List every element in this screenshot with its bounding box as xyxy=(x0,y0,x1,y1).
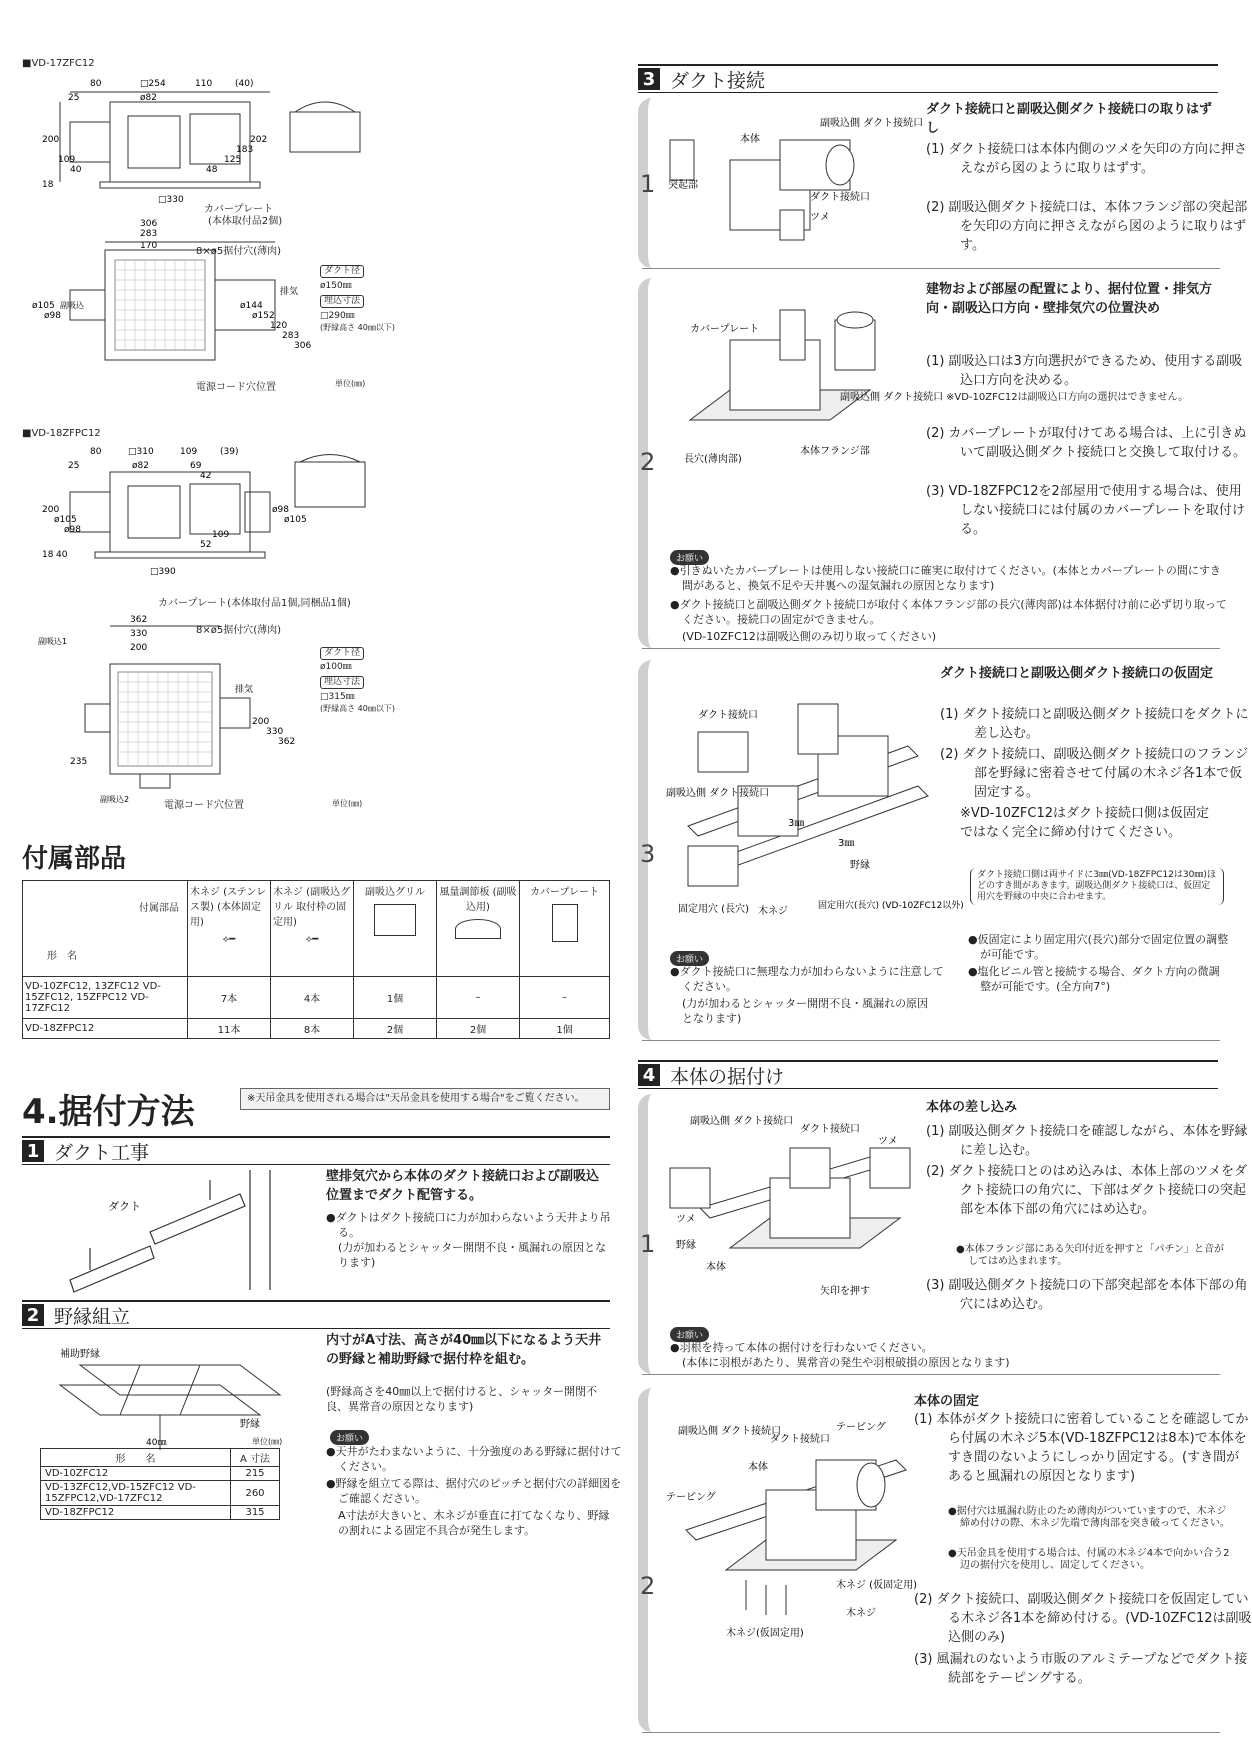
m2-dim-18: 18 xyxy=(42,550,54,560)
s3-step1-figure xyxy=(668,118,924,260)
acc-row2-model: VD-18ZFPC12 xyxy=(23,1019,188,1039)
m1-dim-80: 80 xyxy=(90,79,102,89)
s4-s2-item1-note2: ●天吊金具を使用する場合は、付属の木ネジ4本で向かい合う2辺の据付穴を使用し、固定してください。 xyxy=(948,1548,1230,1571)
m1-plan-105: ø105 xyxy=(32,301,55,311)
s3-s3-item1: (1) ダクト接続口と副吸込側ダクト接続口をダクトに差し込む。 xyxy=(940,707,1249,741)
acc-col-coverplate-label: カバープレート xyxy=(529,887,600,898)
s3-s2-item1-note: ※VD-10ZFC12は副吸込口方向の選択はできません。 xyxy=(946,392,1189,403)
s4-s1-fig-tab2: ツメ xyxy=(676,1214,696,1225)
s2-r2-a: 260 xyxy=(231,1481,280,1506)
s2-fig-joist: 野縁 xyxy=(240,1419,260,1430)
s3-s3-onegai: お願い xyxy=(670,951,709,966)
s4-num: 4 xyxy=(638,1064,660,1086)
s3-s1-item2: (2) 副吸込側ダクト接続口は、本体フランジ部の突起部を矢印の方向に押さえながら図のように取りはずす。 xyxy=(926,200,1248,253)
s2-unit: 単位(㎜) xyxy=(252,1437,283,1446)
m2-dim-80: 80 xyxy=(90,447,102,457)
m1-plan-98: ø98 xyxy=(44,311,61,321)
m1-dim-330: □330 xyxy=(158,195,184,205)
s3-s3-fig-joist: 野縁 xyxy=(850,860,870,871)
coverplate-icon xyxy=(552,904,578,942)
m2-cord: 電源コード穴位置 xyxy=(164,800,244,811)
m2-plan-330: 330 xyxy=(130,629,148,639)
s3-s3-fig-slot2: 固定用穴(長穴) (VD-10ZFC12以外) xyxy=(818,901,964,911)
model1-front-drawing xyxy=(40,72,380,212)
m1-dim-25: 25 xyxy=(68,93,80,103)
s3-step3-figure xyxy=(666,696,964,936)
s4-s2-fig-screw-temp: 木ネジ (仮固定用) xyxy=(836,1580,917,1591)
s3-step2-num: 2 xyxy=(640,448,656,476)
accessories-title: 付属部品 xyxy=(22,844,127,874)
s3-s2-note1: ●引きぬいたカバープレートは使用しない接続口に確実に取付けてください。(本体とカバープレートの間にすき間があると、換気不足や天井裏への湿気漏れの原因となります) xyxy=(670,564,1221,592)
s2-header xyxy=(22,1300,610,1329)
s4-s1-fig-body: 本体 xyxy=(706,1262,726,1273)
m2-unit: 単位(㎜) xyxy=(332,799,363,808)
s3-step2-figure xyxy=(670,300,944,470)
s4-title: 本体の据付け xyxy=(670,1065,785,1088)
m2-embed-label: 埋込寸法 xyxy=(320,676,364,689)
s4-s1-fig-subduct: 副吸込側 ダクト接続口 xyxy=(690,1116,794,1127)
s2-fig-aux: 補助野縁 xyxy=(60,1349,100,1360)
s4-s2-fig-screw-temp2: 木ネジ(仮固定用) xyxy=(726,1628,804,1639)
s2-bullet-1: ●天井がたわまないように、十分強度のある野縁に据付けてください。 xyxy=(326,1445,622,1473)
s3-s3-bullet2: ●塩化ビニル管と接続する場合、ダクト方向の微調整が可能です。(全方向7°) xyxy=(968,965,1220,993)
acc-col-damper-label: 風量調節板 (副吸込用) xyxy=(439,887,517,913)
m2-dim-109b: 109 xyxy=(212,530,230,540)
s3-s2-item2: (2) カバープレートが取付けてある場合は、上に引きぬいて副吸込側ダクト接続口と交換して取付ける。 xyxy=(926,426,1247,460)
s4-s1-onegai: お願い xyxy=(670,1327,709,1342)
m2-hole: 8×ø5据付穴(薄肉) xyxy=(196,625,282,636)
s4-step2-num: 2 xyxy=(640,1572,656,1600)
m1-cord: 電源コード穴位置 xyxy=(196,382,276,393)
m1-dim-82: ø82 xyxy=(140,93,157,103)
s3-step3-num: 3 xyxy=(640,840,656,868)
s1-duct-figure xyxy=(60,1170,320,1290)
acc-col-damper xyxy=(437,881,520,977)
m2-duct-dia-label: ダクト径 xyxy=(320,647,364,660)
s4-s1-item2-note: ●本体フランジ部にある矢印付近を押すと「パチン」と音がしてはめ込まれます。 xyxy=(956,1244,1224,1267)
s3-s3-item2: (2) ダクト接続口、副吸込側ダクト接続口のフランジ部を野縁に密着させて付属の木ネジ各1本で仮固定する。 xyxy=(940,747,1249,800)
m1-hole: 8×ø5据付穴(薄肉) xyxy=(196,246,282,257)
m1-dim-40: (40) xyxy=(235,79,254,89)
m2-dim-98r: ø98 xyxy=(272,505,289,515)
s3-s2-onegai: お願い xyxy=(670,550,709,565)
m2-dim-42: 42 xyxy=(200,471,212,481)
s3-s2-fig-flange: 本体フランジ部 xyxy=(800,446,870,457)
m2-duct-dia: ø100㎜ xyxy=(320,662,352,672)
m2-dim-82: ø82 xyxy=(132,461,149,471)
s4-s2-fig-taping2: テーピング xyxy=(666,1492,716,1503)
section4-title: 4.据付方法 xyxy=(22,1092,195,1132)
s1-bullet-note: (力が加わるとシャッター開閉不良・風漏れの原因となります) xyxy=(338,1241,607,1269)
acc-col-coverplate xyxy=(520,881,610,977)
m1-plan-170: 170 xyxy=(140,241,158,251)
acc-col-screw1-label: 木ネジ (ステンレス製) (本体固定用) xyxy=(190,887,267,928)
acc-row2-v1: 11本 xyxy=(188,1019,271,1039)
damper-icon xyxy=(455,919,501,939)
model2-front-drawing xyxy=(40,442,400,582)
m2-dim-40: 40 xyxy=(56,550,68,560)
acc-row1-v2: 4本 xyxy=(271,977,354,1019)
s4-step2-bar xyxy=(638,1388,668,1732)
m2-dim-105r: ø105 xyxy=(284,515,307,525)
s2-num: 2 xyxy=(22,1304,44,1326)
acc-corner-bottom: 形 名 xyxy=(47,951,77,962)
m2-dim-25: 25 xyxy=(68,461,80,471)
acc-row2-v4: 2個 xyxy=(437,1019,520,1039)
m2-dim-69: 69 xyxy=(190,461,202,471)
m1-dim-183: 183 xyxy=(236,145,254,155)
s2-bullet-3: A寸法が大きいと、木ネジが垂直に打てなくなり、野縁の割れによる固定不具合が発生します。 xyxy=(338,1509,610,1537)
s3-s2-fig-coverplate: カバープレート xyxy=(690,324,760,335)
m1-embed: □290㎜ xyxy=(320,311,355,321)
acc-col-screw1 xyxy=(188,881,271,977)
m2-dim-200: 200 xyxy=(42,505,60,515)
acc-row1-v4: – xyxy=(437,977,520,1019)
s4-step1-num: 1 xyxy=(640,1230,656,1258)
s3-s2-item3: (3) VD-18ZFPC12を2部屋用で使用する場合は、使用しない接続口には付属のカバープレートを取付ける。 xyxy=(926,484,1245,537)
s2-heading: 内寸がA寸法、高さが40㎜以下になるよう天井の野縁と補助野縁で据付枠を組む。 xyxy=(326,1333,602,1367)
s2-th-model: 形 名 xyxy=(41,1449,231,1467)
m2-plan-exhaust: 排気 xyxy=(235,685,254,695)
s3-s3-item3: ※VD-10ZFC12はダクト接続口側は仮固定ではなく完全に締め付けてください。 xyxy=(960,806,1210,840)
s3-s2-fig-subduct: 副吸込側 ダクト接続口 xyxy=(840,392,944,403)
s4-s1-note1: ●羽根を持って本体の据付けを行わないでください。 xyxy=(670,1341,933,1354)
m1-dim-254: □254 xyxy=(140,79,166,89)
m2-embed: □315㎜ xyxy=(320,692,355,702)
m1-dim-125: 125 xyxy=(224,155,242,165)
acc-col-grill-label: 副吸込グリル xyxy=(365,887,425,898)
acc-row1-model: VD-10ZFC12, 13ZFC12 VD-15ZFC12, 15ZFPC12 VD-17ZFC12 xyxy=(23,977,188,1019)
s4-header xyxy=(638,1060,1218,1089)
m2-coverplate: カバープレート(本体取付品1個,同梱品1個) xyxy=(158,598,351,609)
m1-plan-intake: 副吸込 xyxy=(60,301,84,310)
m1-embed-note: (野縁高さ 40㎜以下) xyxy=(320,323,395,332)
s3-title: ダクト接続 xyxy=(670,69,766,92)
s3-s3-fig-screw: 木ネジ xyxy=(758,906,788,917)
s4-s1-fig-arrow: 矢印を押す xyxy=(820,1286,870,1297)
s3-s3-fig-3mm1: 3㎜ xyxy=(788,818,805,829)
m1-embed-label: 埋込寸法 xyxy=(320,295,364,308)
acc-row1-v5: – xyxy=(520,977,610,1019)
s3-s3-fig-slot: 固定用穴 (長穴) xyxy=(678,904,749,915)
accessories-table xyxy=(22,880,610,1039)
m1-plan-283r: 283 xyxy=(282,331,300,341)
m2-plan-235: 235 xyxy=(70,757,88,767)
acc-row2-v2: 8本 xyxy=(271,1019,354,1039)
s4-step2-figure xyxy=(666,1420,916,1640)
s4-s1-fig-tab1: ツメ xyxy=(878,1136,898,1147)
s4-s2-item1: (1) 本体がダクト接続口に密着していることを確認してから付属の木ネジ5本(VD-18ZFPC12は8本)で本体をすき間のないようにしっかり固定する。(すき間があると風漏れの原因となります) xyxy=(914,1412,1249,1484)
s3-s3-fig-ductport: ダクト接続口 xyxy=(698,710,758,721)
m1-coverplate-note: (本体取付品2個) xyxy=(208,216,283,227)
acc-col-grill xyxy=(354,881,437,977)
s3-s3-heading: ダクト接続口と副吸込側ダクト接続口の仮固定 xyxy=(940,666,1214,681)
m1-plan-144: ø144 xyxy=(240,301,263,311)
s4-s2-fig-body: 本体 xyxy=(748,1462,768,1473)
m2-plan-362r: 362 xyxy=(278,737,296,747)
s4-s2-fig-ductport: ダクト接続口 xyxy=(770,1434,830,1445)
s2-fig-40: 40㎜ xyxy=(146,1438,167,1448)
s2-sub: (野縁高さを40㎜以上で据付けると、シャッター開閉不良、異常音の原因となります) xyxy=(326,1385,598,1413)
m2-plan-intake1: 副吸込1 xyxy=(38,637,68,646)
m1-dim-202: 202 xyxy=(250,135,268,145)
s3-s3-fig-3mm2: 3㎜ xyxy=(838,838,855,849)
s3-s2-note2: ●ダクト接続口と副吸込側ダクト接続口が取付く本体フランジ部の長穴(薄肉部)は本体据付け前に必ず切り取ってください。接続口の固定ができません。 xyxy=(670,598,1227,626)
m1-plan-306r: 306 xyxy=(294,341,312,351)
m1-duct-dia-label: ダクト径 xyxy=(320,265,364,278)
s2-onegai: お願い xyxy=(330,1430,369,1445)
m2-plan-intake2: 副吸込2 xyxy=(100,795,130,804)
section4-note: ※天吊金具を使用される場合は"天吊金具を使用する場合"をご覧ください。 xyxy=(240,1088,610,1110)
m2-dim-109: 109 xyxy=(180,447,198,457)
s4-s1-note2: (本体に羽根があたり、異常音の発生や羽根破損の原因となります) xyxy=(682,1356,1010,1369)
s2-title: 野縁組立 xyxy=(54,1305,131,1328)
s3-s1-fig-ductport: ダクト接続口 xyxy=(810,192,870,203)
m2-dim-98: ø98 xyxy=(64,525,81,535)
s3-s3-box: ダクト接続口側は両サイドに3㎜(VD-18ZFPC12は30㎜)ほどのすき間があきます。副吸込側ダクト接続口は、仮固定用穴を野縁の中央に合わせます。 xyxy=(970,868,1224,905)
grill-icon xyxy=(374,904,416,936)
s2-r3-model: VD-18ZFPC12 xyxy=(41,1506,231,1520)
s4-s2-item1-note1: ●据付穴は風漏れ防止のため薄肉がついていますので、木ネジ締め付けの際、木ネジ先端で薄肉部を突き破ってください。 xyxy=(948,1506,1230,1529)
model1-label: ■VD-17ZFC12 xyxy=(22,58,95,69)
m1-dim-48: 48 xyxy=(206,165,218,175)
s3-s1-fig-body: 本体 xyxy=(740,134,760,145)
s2-r3-a: 315 xyxy=(231,1506,280,1520)
m1-unit: 単位(㎜) xyxy=(335,379,366,388)
s4-s1-fig-ductport: ダクト接続口 xyxy=(800,1124,860,1135)
model2-label: ■VD-18ZFPC12 xyxy=(22,428,101,439)
s3-s2-fig-slot: 長穴(薄肉部) xyxy=(684,454,742,465)
s3-s3-bullet1: ●仮固定により固定用穴(長穴)部分で固定位置の調整が可能です。 xyxy=(968,933,1229,961)
s3-s1-fig-tab: ツメ xyxy=(810,212,830,223)
acc-col-screw2 xyxy=(271,881,354,977)
acc-col-screw2-label: 木ネジ (副吸込グリル 取付枠の固定用) xyxy=(273,887,351,928)
s4-s1-heading: 本体の差し込み xyxy=(926,1100,1018,1115)
s3-s1-fig-protrusion: 突起部 xyxy=(668,180,698,191)
s3-num: 3 xyxy=(638,68,660,90)
m2-dim-390: □390 xyxy=(150,567,176,577)
m2-dim-39: (39) xyxy=(220,447,239,457)
acc-row1-v1: 7本 xyxy=(188,977,271,1019)
m1-dim-200: 200 xyxy=(42,135,60,145)
m1-dim-110: 110 xyxy=(195,79,213,89)
s3-s3-note1: ●ダクト接続口に無理な力が加わらないように注意してください。 xyxy=(670,965,944,993)
m1-plan-152: ø152 xyxy=(252,311,275,321)
s2-r1-a: 215 xyxy=(231,1467,280,1481)
s4-s2-fig-taping1: テーピング xyxy=(836,1422,886,1433)
s3-s1-fig-subduct: 副吸込側 ダクト接続口 xyxy=(820,118,924,129)
s1-header xyxy=(22,1136,610,1165)
s2-bullet-2: ●野縁を組立てる際は、据付穴のピッチと据付穴の詳細図をご確認ください。 xyxy=(326,1477,622,1505)
s3-s2-item1: (1) 副吸込口は3方向選択ができるため、使用する副吸込口方向を決める。 xyxy=(926,354,1243,388)
m1-coverplate: カバープレート xyxy=(204,204,274,215)
s1-fig-duct: ダクト xyxy=(108,1200,141,1213)
acc-row1-v3: 1個 xyxy=(354,977,437,1019)
m1-dim-109: 109 xyxy=(58,155,76,165)
m1-duct-dia: ø150㎜ xyxy=(320,281,352,291)
s1-title: ダクト工事 xyxy=(54,1141,150,1164)
m1-plan-283: 283 xyxy=(140,229,158,239)
m2-dim-105: ø105 xyxy=(54,515,77,525)
screw-icon: ⟡━ xyxy=(305,934,319,945)
s3-header xyxy=(638,64,1218,93)
s3-s1-item1: (1) ダクト接続口は本体内側のツメを矢印の方向に押さえながら図のように取りはずす。 xyxy=(926,142,1248,176)
s1-bullet: ●ダクトはダクト接続口に力が加わらないよう天井より吊る。 xyxy=(326,1211,611,1239)
m1-plan-120: 120 xyxy=(270,321,288,331)
s1-heading: 壁排気穴から本体のダクト接続口および副吸込位置までダクト配管する。 xyxy=(326,1169,600,1203)
s4-s2-item3: (3) 風漏れのないよう市販のアルミテープなどでダクト接続部をテーピングする。 xyxy=(914,1652,1248,1686)
s4-s2-heading: 本体の固定 xyxy=(914,1394,980,1409)
s2-th-a: A 寸法 xyxy=(231,1449,280,1467)
s4-s1-item3: (3) 副吸込側ダクト接続口の下部突起部を本体下部の角穴にはめ込む。 xyxy=(926,1278,1248,1312)
s4-s2-fig-screw: 木ネジ xyxy=(846,1608,876,1619)
m2-plan-330r: 330 xyxy=(266,727,284,737)
m2-plan-200: 200 xyxy=(130,643,148,653)
s3-s3-fig-subduct: 副吸込側 ダクト接続口 xyxy=(666,788,770,799)
acc-row2-v3: 2個 xyxy=(354,1019,437,1039)
acc-corner-top: 付属部品 xyxy=(139,903,179,914)
s3-s3-note2: (力が加わるとシャッター開閉不良・風漏れの原因となります) xyxy=(682,997,929,1025)
m1-plan-306: 306 xyxy=(140,219,158,229)
s2-r1-model: VD-10ZFC12 xyxy=(41,1467,231,1481)
m1-dim-40b: 40 xyxy=(70,165,82,175)
s1-num: 1 xyxy=(22,1140,44,1162)
acc-row2-v5: 1個 xyxy=(520,1019,610,1039)
s3-s1-heading: ダクト接続口と副吸込側ダクト接続口の取りはずし xyxy=(926,102,1213,136)
s4-s2-fig-subduct: 副吸込側 ダクト接続口 xyxy=(678,1426,782,1437)
s4-s1-item2: (2) ダクト接続口とのはめ込みは、本体上部のツメをダクト接続口の角穴に、下部はダクト接続口の突起部を本体下部の角穴にはめ込む。 xyxy=(926,1164,1248,1217)
screw-icon: ⟡━ xyxy=(222,934,236,945)
m2-plan-362: 362 xyxy=(130,615,148,625)
m2-dim-310: □310 xyxy=(128,447,154,457)
s4-step1-figure xyxy=(670,1118,920,1298)
s4-s2-item2: (2) ダクト接続口、副吸込側ダクト接続口を仮固定している木ネジ各1本を締め付ける。(VD-10ZFC12は副吸込側のみ) xyxy=(914,1592,1252,1645)
acc-corner xyxy=(23,881,188,977)
s2-r2-model: VD-13ZFC12,VD-15ZFC12 VD-15ZFPC12,VD-17ZFC12 xyxy=(41,1481,231,1506)
s4-s1-item1: (1) 副吸込側ダクト接続口を確認しながら、本体を野縁に差し込む。 xyxy=(926,1124,1248,1158)
m2-embed-note: (野縁高さ 40㎜以下) xyxy=(320,704,395,713)
s3-s2-heading: 建物および部屋の配置により、据付位置・排気方向・副吸込口方向・壁排気穴の位置決め xyxy=(926,282,1213,316)
s3-step1-num: 1 xyxy=(640,170,656,198)
s4-s1-fig-joist: 野縁 xyxy=(676,1240,696,1251)
m2-plan-200r: 200 xyxy=(252,717,270,727)
m2-dim-52: 52 xyxy=(200,540,212,550)
m1-plan-exhaust: 排気 xyxy=(280,287,299,297)
s3-s2-note3: (VD-10ZFC12は副吸込側のみ切り取ってください) xyxy=(682,630,937,643)
m1-dim-18: 18 xyxy=(42,180,54,190)
s2-onegai-wrap xyxy=(330,1426,369,1445)
s2-dim-table xyxy=(40,1448,280,1520)
